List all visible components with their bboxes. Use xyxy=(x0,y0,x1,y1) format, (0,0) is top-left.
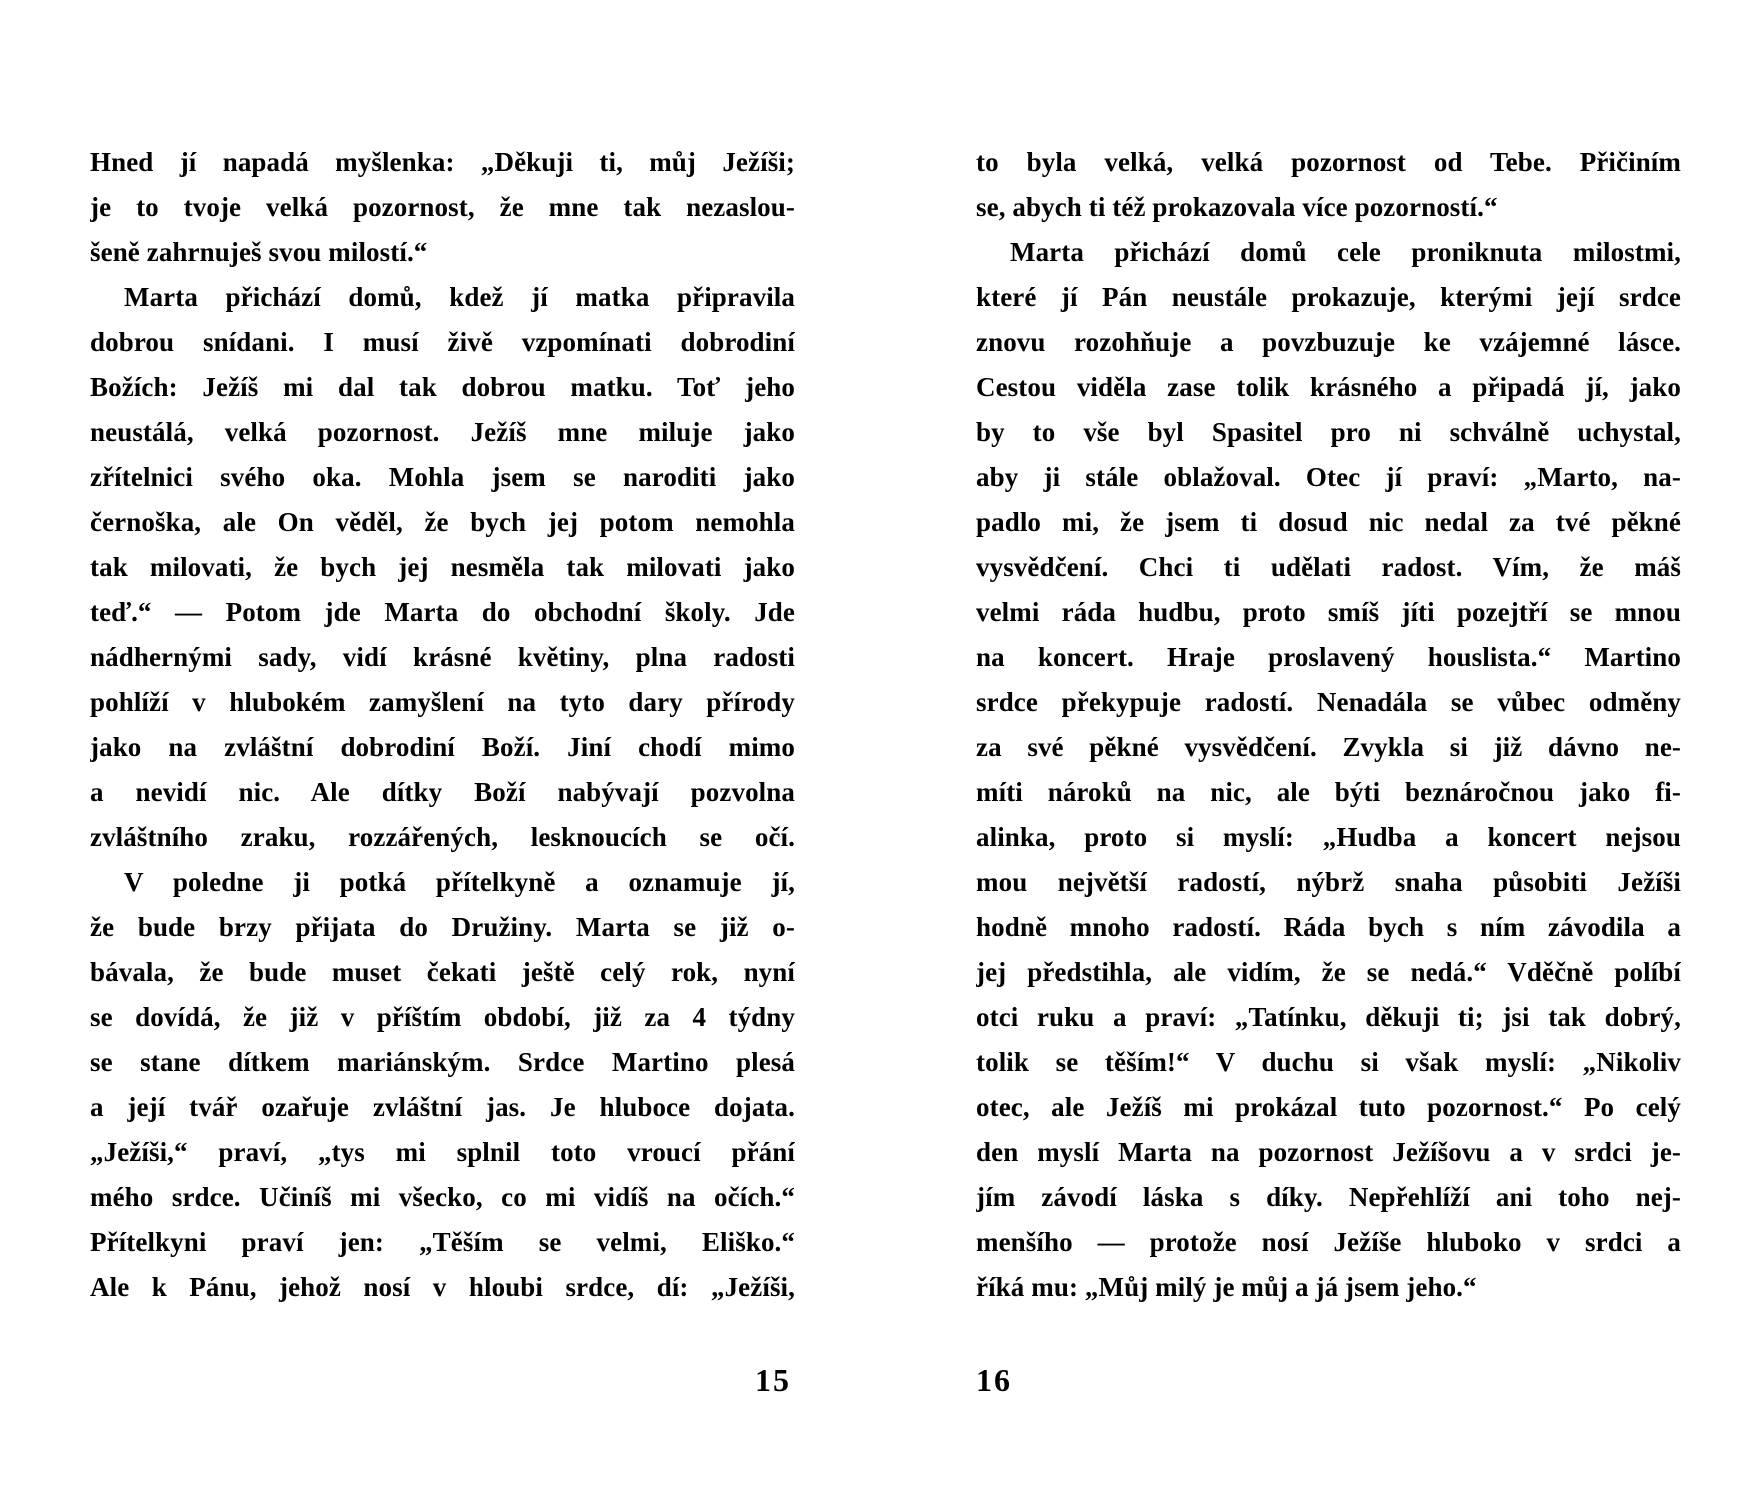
text-line: pohlíží v hlubokém zamyšlení na tyto dary přírody xyxy=(90,687,795,717)
text-line: hodně mnoho radostí. Ráda bych s ním závodila a xyxy=(976,912,1681,942)
text-line: otci ruku a praví: „Tatínku, děkuji ti; jsi tak dobrý, xyxy=(976,1002,1681,1032)
text-line: Marta přichází domů, kdež jí matka připravila xyxy=(124,282,795,312)
text-line: zvláštního zraku, rozzářených, lesknoucích se očí. xyxy=(90,822,795,852)
page-number-right: 16 xyxy=(976,1362,1012,1398)
text-line: které jí Pán neustále prokazuje, kterými její srdce xyxy=(976,282,1681,312)
text-line: velmi ráda hudbu, proto smíš jíti pozejtří se mnou xyxy=(976,597,1681,627)
text-line: zřítelnici svého oka. Mohla jsem se naroditi jako xyxy=(90,462,795,492)
right-page xyxy=(976,140,1681,1310)
text-line: na koncert. Hraje proslavený houslista.“ Martino xyxy=(976,642,1681,672)
text-line: srdce překypuje radostí. Nenadála se vůbec odměny xyxy=(976,687,1681,717)
text-line: Hned jí napadá myšlenka: „Děkuji ti, můj Ježíši; xyxy=(90,147,795,177)
text-line: Přítelkyni praví jen: „Těším se velmi, Eliško.“ xyxy=(90,1227,795,1257)
text-line: jako na zvláštní dobrodiní Boží. Jiní chodí mimo xyxy=(90,732,795,762)
text-line: neustálá, velká pozornost. Ježíš mne miluje jako xyxy=(90,417,795,447)
text-line: V poledne ji potká přítelkyně a oznamuje jí, xyxy=(124,867,795,897)
text-line: jej předstihla, ale vidím, že se nedá.“ Vděčně políbí xyxy=(976,957,1681,987)
text-line: otec, ale Ježíš mi prokázal tuto pozornost.“ Po celý xyxy=(976,1092,1681,1122)
text-line: říká mu: „Můj milý je můj a já jsem jeho.“ xyxy=(976,1272,1477,1302)
text-line: jím závodí láska s díky. Nepřehlíží ani toho nej- xyxy=(976,1182,1681,1212)
text-line: vysvědčení. Chci ti udělati radost. Vím, že máš xyxy=(976,552,1681,582)
text-line: by to vše byl Spasitel pro ni schválně uchystal, xyxy=(976,417,1681,447)
text-line: Božích: Ježíš mi dal tak dobrou matku. Toť jeho xyxy=(90,372,795,402)
text-line: mého srdce. Učiníš mi všecko, co mi vidíš na očích.“ xyxy=(90,1182,795,1212)
text-line: teď.“ — Potom jde Marta do obchodní školy. Jde xyxy=(90,597,795,627)
left-page xyxy=(90,140,795,1310)
text-line: černoška, ale On věděl, že bych jej potom nemohla xyxy=(90,507,795,537)
page-number-left: 15 xyxy=(755,1362,791,1398)
text-line: aby ji stále oblažoval. Otec jí praví: „Marto, na- xyxy=(976,462,1681,492)
text-line: že bude brzy přijata do Družiny. Marta se již o- xyxy=(90,912,795,942)
text-line: den myslí Marta na pozornost Ježíšovu a v srdci je- xyxy=(976,1137,1681,1167)
text-line: se stane dítkem mariánským. Srdce Martino plesá xyxy=(90,1047,795,1077)
text-line: Marta přichází domů cele proniknuta milostmi, xyxy=(1010,237,1681,267)
text-line: to byla velká, velká pozornost od Tebe. Přičiním xyxy=(976,147,1681,177)
text-line: znovu rozohňuje a povzbuzuje ke vzájemné lásce. xyxy=(976,327,1681,357)
text-line: bávala, že bude muset čekati ještě celý rok, nyní xyxy=(90,957,795,987)
text-line: míti nároků na nic, ale býti beznáročnou jako fi- xyxy=(976,777,1681,807)
text-line: a její tvář ozařuje zvláštní jas. Je hluboce dojata. xyxy=(90,1092,795,1122)
text-line: nádhernými sady, vidí krásné květiny, plna radosti xyxy=(90,642,795,672)
text-line: a nevidí nic. Ale dítky Boží nabývají pozvolna xyxy=(90,777,795,807)
text-line: mou největší radostí, nýbrž snaha působiti Ježíši xyxy=(976,867,1681,897)
text-line: šeně zahrnuješ svou milostí.“ xyxy=(90,237,428,267)
text-line: tolik se těším!“ V duchu si však myslí: „Nikoliv xyxy=(976,1047,1681,1077)
text-line: menšího — protože nosí Ježíše hluboko v srdci a xyxy=(976,1227,1681,1257)
text-line: „Ježíši,“ praví, „tys mi splnil toto vroucí přání xyxy=(90,1137,795,1167)
text-line: tak milovati, že bych jej nesměla tak milovati jako xyxy=(90,552,795,582)
text-line: se, abych ti též prokazovala více pozorností.“ xyxy=(976,192,1498,222)
text-line: alinka, proto si myslí: „Hudba a koncert nejsou xyxy=(976,822,1681,852)
text-line: je to tvoje velká pozornost, že mne tak nezaslou- xyxy=(90,192,795,222)
text-line: Cestou viděla zase tolik krásného a připadá jí, jako xyxy=(976,372,1681,402)
text-line: padlo mi, že jsem ti dosud nic nedal za tvé pěkné xyxy=(976,507,1681,537)
text-line: Ale k Pánu, jehož nosí v hloubi srdce, dí: „Ježíši, xyxy=(90,1272,795,1302)
text-line: dobrou snídani. I musí živě vzpomínati dobrodiní xyxy=(90,327,795,357)
text-line: se dovídá, že již v příštím období, již za 4 týdny xyxy=(90,1002,795,1032)
text-line: za své pěkné vysvědčení. Zvykla si již dávno ne- xyxy=(976,732,1681,762)
